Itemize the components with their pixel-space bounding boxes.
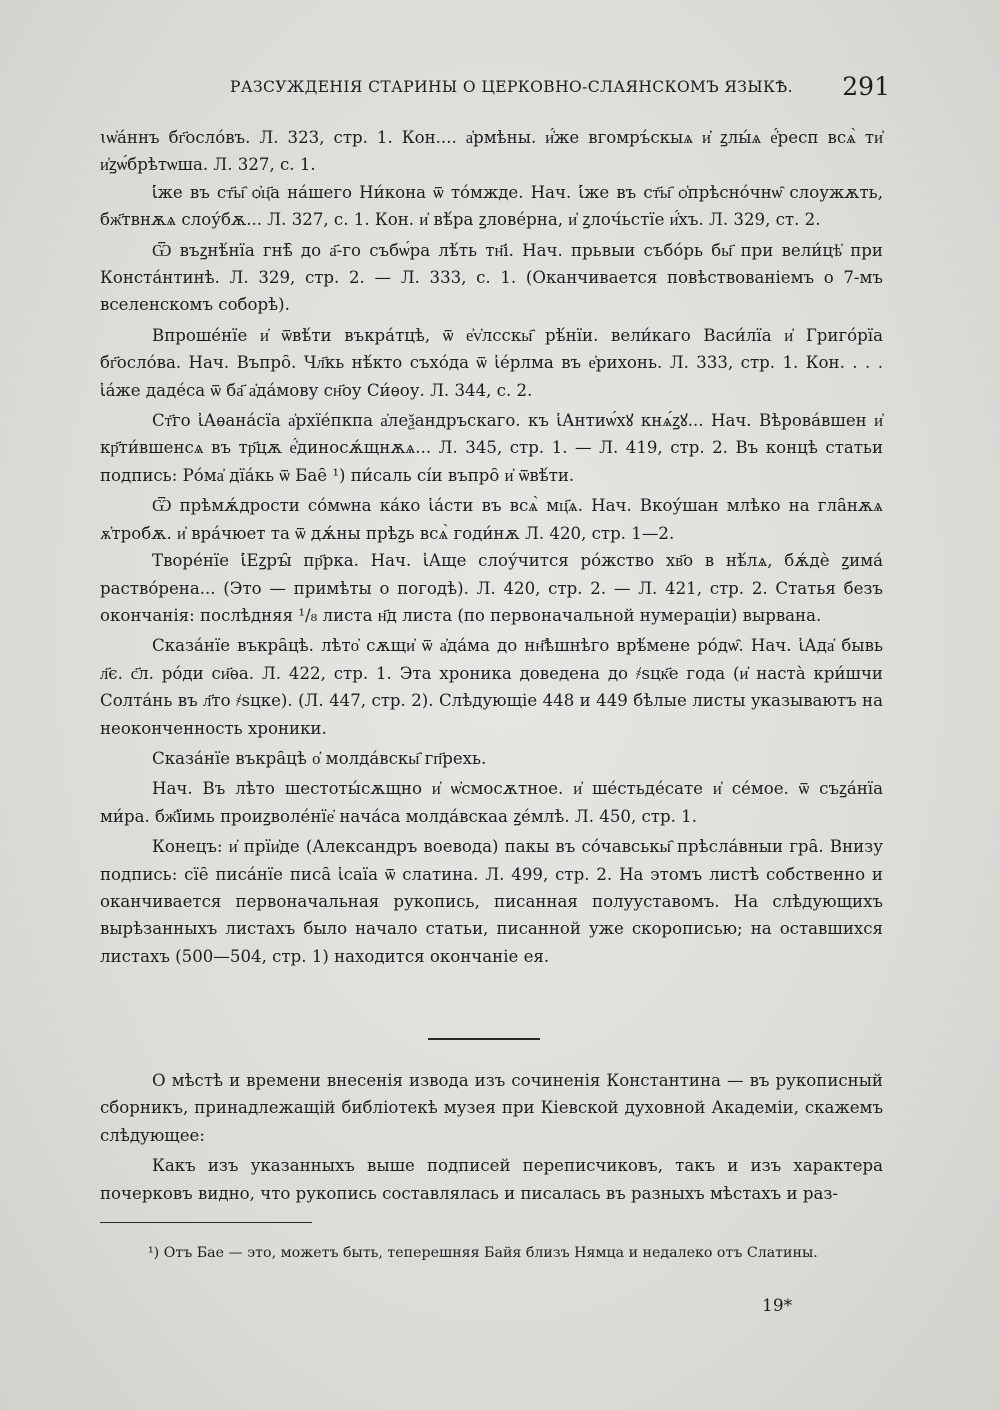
paragraph: Впроше́нїе и҆ ѿвѣ́ти въкра́тцѣ, ѿ е҆v҆лсскы҄ рѣ́нїи. вели́каго Васи́лїа и҆ Григо́рїа бг҃осло́ва. Нач. Въпро̑. Чл҃кь нѣ́кто съхо́да ѿ ꙇ҆е́рлма въ е҆рихонь. Л. 333, стр. 1. Кон. . . . ꙇ҆а́же даде́са ѿ ба҃ а҆да́мову сн҃оу Си́ѳоу. Л. 344, с. 2. xyxy=(100,325,883,400)
paragraph: Творе́нїе ꙇ҆́Еꙁрꙑ̑ пр҃рка. Нач. ꙇ҆Аще слоу́чится ро́жство хв҃о в нѣ́лѧ, бѫ́дѐ ꙁима́ раство́рена... (Это — примѣты о погодѣ). Л. 420, стр. 2. — Л. 421, стр. 2. Статья безъ окончанія: послѣдняя ¹/₈ листа н҃д листа (по первоначальной нумераціи) вырвана. xyxy=(100,551,883,625)
paragraph: Ѿ въꙁнѣ́нїа гнѣ̑ до а҃-го събѡ́ра лѣ́ть тн҃і. Нач. прьвыи събо́рь бы҃ при вели́цѣ҆ при Конста́нтинѣ. Л. 329, стр. 2. — Л. 333, с. 1. (Оканчивается повѣствованіемъ о 7-мъ вселенскомъ соборѣ). xyxy=(100,240,883,315)
paragraph: Ст҃го ꙇ҆Аѳана́сїа а҆рхїе́пкпа а҆леѯандръскаго. къ ꙇ҆Антиѡ́хꙋ кнѧ́ꙁꙋ... Нач. Вѣрова́вшен и҆ кр҃ти́вшенсѧ въ тр҃цѫ е҆́диносѫ́щнѫѧ... Л. 345, стр. 1. — Л. 419, стр. 2. Въ концѣ статьи подпись: Ро́ма҆ дїа́кь ѿ Бае̑ ¹) пи́саль сі́и въпро̑ и҆ ѿвѣ́ти. xyxy=(100,411,883,485)
paragraph: О мѣстѣ и времени внесенія извода изъ сочиненія Константина — въ рукописный сборникъ, принадлежащій библіотекѣ музея при Кіевской духовной Академіи, скажемъ слѣдующее: xyxy=(100,1071,883,1145)
paragraph: Нач. Въ лѣто шестоты́сѫщно и҆ ѡ҆смосѫтное. и҆ ше́стьде́сате и҆ се́мое. ѿ съꙁа́нїа ми́ра. бж҃їимь проиꙁволе́нїе҆ нача́са молда́вскаа ꙁе́млѣ. Л. 450, стр. 1. xyxy=(100,779,883,826)
paragraph: Ѿ прѣмѫ́дрости со́мѡна ка́ко ꙇ҆а́сти въ всѧ̀ мц҃ѧ. Нач. Вкоу́шан млѣко на гла̑нѫѧ ѫ҆тробѫ. и҆ вра́чюет та ѿ дѫ́ны прѣꙁь всѧ̀ годи́нѫ Л. 420, стр. 1—2. xyxy=(100,496,883,543)
paragraph: Сказа́нїе въкра̑цѣ. лѣто҆ сѫщи҆ ѿ а҆да́ма до нн҃ѣшнѣго врѣ́мене ро́дѡ̑. Нач. ꙇ҆Ада҆ бывь л҃є. с҃л. ро́ди си҃ѳа. Л. 422, стр. 1. Эта хроника доведена до ҂ѕцк҃е года (и҆ наста̀ кри́шчи Солта́нь въ л҃то ҂ѕцке). (Л. 447, стр. 2). Слѣдующіе 448 и 449 бѣлые листы указываютъ на неоконченность хроники. xyxy=(100,636,883,738)
printer-signature: 19* xyxy=(762,1296,793,1316)
section-divider xyxy=(428,1038,540,1040)
paragraph: Какъ изъ указанныхъ выше подписей переписчиковъ, такъ и изъ характера почерковъ видно, что рукопись составлялась и писалась въ разныхъ мѣстахъ и раз- xyxy=(100,1156,883,1203)
paragraph: Сказа́нїе въкра̑цѣ о҆ молда́вскы҄ гп҃рехь. xyxy=(152,748,487,768)
main-text xyxy=(100,124,883,970)
paragraph: ꙇ҆́же въ ст҃ы҄ ѻ҆ц҃а на́шего Ни́кона ѿ то́мжде. Нач. ꙇ҆́же въ ст҃ы҄ ѻ҆прѣсно́чнѡ̑ слоужѫть, бж҃твнѫѧ слоу́бѫ... Л. 327, с. 1. Кон. и҆ вѣ́ра ꙁлове́рна, и҆ ꙁлоч́ьстїе и҆́хъ. Л. 329, ст. 2. xyxy=(100,182,883,230)
page-header xyxy=(110,72,890,108)
page-number: 291 xyxy=(842,72,890,101)
paragraph: Конецъ: и҆ прїи҆де (Александръ воевода) пакы въ со́чавськы҄ прѣсла́вныи гра̑. Внизу подпись: сїе̑ писа́нїе писа̑ ꙇ҆саїа ѿ слатина. Л. 499, стр. 2. На этомъ листѣ собственно и оканчивается первоначальная рукопись, писанная полууставомъ. На слѣдующихъ вырѣзанныхъ листахъ было начало статьи, писанной уже скорописью; на оставшихся листахъ (500—504, стр. 1) находится окончаніе ея. xyxy=(100,837,883,966)
paragraph: ꙇѡ҆а́ннъ бг҃осло́въ. Л. 323, стр. 1. Кон.... а҆рмѣны. и҆́же вгомръ́скыѧ и҆ ꙁлы́ѧ е҆́респ всѧ̀ ти҆ и҆ꙁѡ́брѣтѡша. Л. 327, с. 1. xyxy=(100,128,883,175)
section-text xyxy=(100,1067,883,1210)
running-title: РАЗСУЖДЕНІЯ СТАРИНЫ О ЦЕРКОВНО-СЛАЯНСКОМЪ ЯЗЫКѢ. xyxy=(230,78,793,96)
footnote: ¹) Отъ Бае — это, можетъ быть, теперешняя Байя близъ Нямца и недалеко отъ Слатины. xyxy=(148,1245,818,1261)
footnote-rule xyxy=(100,1222,312,1223)
